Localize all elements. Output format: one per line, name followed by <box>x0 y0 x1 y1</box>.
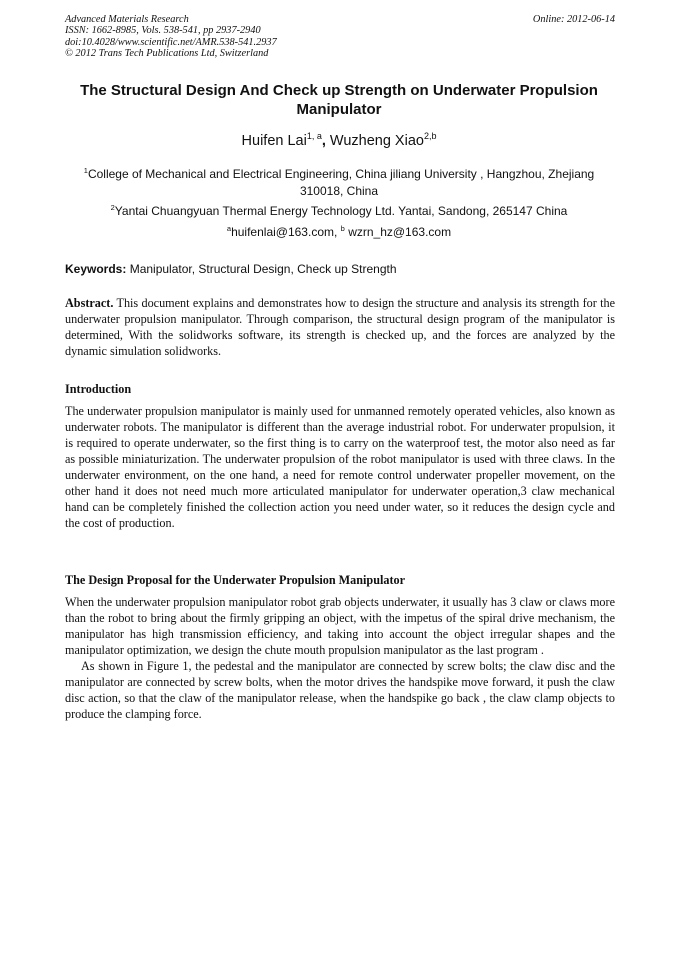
author-list: Huifen Lai$^{1, a}$, Wuzheng Xiao$^{2,b}$ <box>241 131 437 149</box>
author-1-superscript: 1, a <box>306 131 322 141</box>
keywords-text: Manipulator, Structural Design, Check up Strength <box>129 262 397 276</box>
author-2-name: Wuzheng Xiao <box>329 133 424 149</box>
abstract <box>65 295 615 359</box>
design-proposal-heading: The Design Proposal for the Underwater Propulsion Manipulator <box>65 573 406 587</box>
design-paragraph-1: When the underwater propulsion manipulator robot grab objects underwater, it usually has 3 claw or claws more than the robot to bring about the firmly gripping an object, with the impetus of the spiral drive mechanism, the manipulator has high transmission efficiency, and taking into account the object irregular shapes and the manipulator optimization, we design the chute mouth propulsion manipulator as the last program . <box>65 595 615 657</box>
email-b[interactable]: wzrn_hz@163.com <box>348 225 452 239</box>
author-emails <box>62 224 616 241</box>
introduction-heading: Introduction <box>65 382 132 396</box>
journal-header <box>65 14 615 59</box>
journal-name: Advanced Materials Research <box>65 14 189 25</box>
introduction-paragraph: The underwater propulsion manipulator is mainly used for unmanned remotely operated vehicles, also known as underwater robots. The manipulator is different than the average industrial robot. For underwater propulsion, it is required to operate underwater, so the first thing is to carry on the waterproof test, the motor also need as far as possible miniaturization. The underwater propulsion of the robot manipulator is used with three claws. In the underwater environment, on the one hand, a need for remote control underwater propeller movement, on the other hand it does not need much more articulated manipulator for underwater operation,3 claw mechanical hand can be completely finished the collection action you need under water, so it reduces the design cycle and the cost of production. <box>65 404 615 530</box>
email-a-superscript: a <box>226 224 232 233</box>
paper-title: The Structural Design And Check up Strength on Underwater Propulsion Manipulator <box>80 82 598 118</box>
doi-line: doi:10.4028/www.scientific.net/AMR.538-541.2937 <box>65 36 277 48</box>
online-date: Online: 2012-06-14 <box>532 14 615 25</box>
affiliation-1 <box>62 166 616 199</box>
keywords-line <box>65 261 617 277</box>
design-proposal-body <box>65 594 615 722</box>
author-1-name: Huifen Lai <box>241 133 307 149</box>
email-b-superscript: b <box>340 224 345 233</box>
abstract-text: This document explains and demonstrates how to design the structure and analysis its strength for the underwater propulsion manipulator. Through comparison, the structural design program of the manipulator is determined, With the solidworks software, its strength is checked up, and the forces are analyzed by the dynamic simulation solidworks. <box>65 296 615 358</box>
email-a[interactable]: huifenlai@163.com, <box>231 225 338 239</box>
affiliation-2-text: Yantai Chuangyuan Thermal Energy Technology Ltd. Yantai, Sandong, 265147 China <box>114 204 568 218</box>
abstract-label: Abstract. <box>65 296 114 310</box>
affiliation-2-superscript: 2 <box>110 203 115 212</box>
author-2-superscript: 2,b <box>423 131 437 141</box>
keywords-label: Keywords: <box>65 262 127 276</box>
affiliation-1-superscript: 1 <box>83 166 88 175</box>
issn-line: ISSN: 1662-8985, Vols. 538-541, pp 2937-2940 <box>65 25 261 37</box>
design-paragraph-2: As shown in Figure 1, the pedestal and the manipulator are connected by screw bolts; the claw disc and the manipulator are connected by screw bolts, when the motor drives the handspike move forward, it push the claw disc action, so that the claw of the manipulator release, when the handspike go back , the claw clamp objects to produce the clamping force. <box>65 659 615 721</box>
affiliation-2 <box>62 203 616 220</box>
affiliation-1-text: College of Mechanical and Electrical Engineering, China jiliang University , Hangzhou, Zhejiang 310018, China <box>87 167 595 198</box>
copyright-line: © 2012 Trans Tech Publications Ltd, Switzerland <box>65 47 269 59</box>
